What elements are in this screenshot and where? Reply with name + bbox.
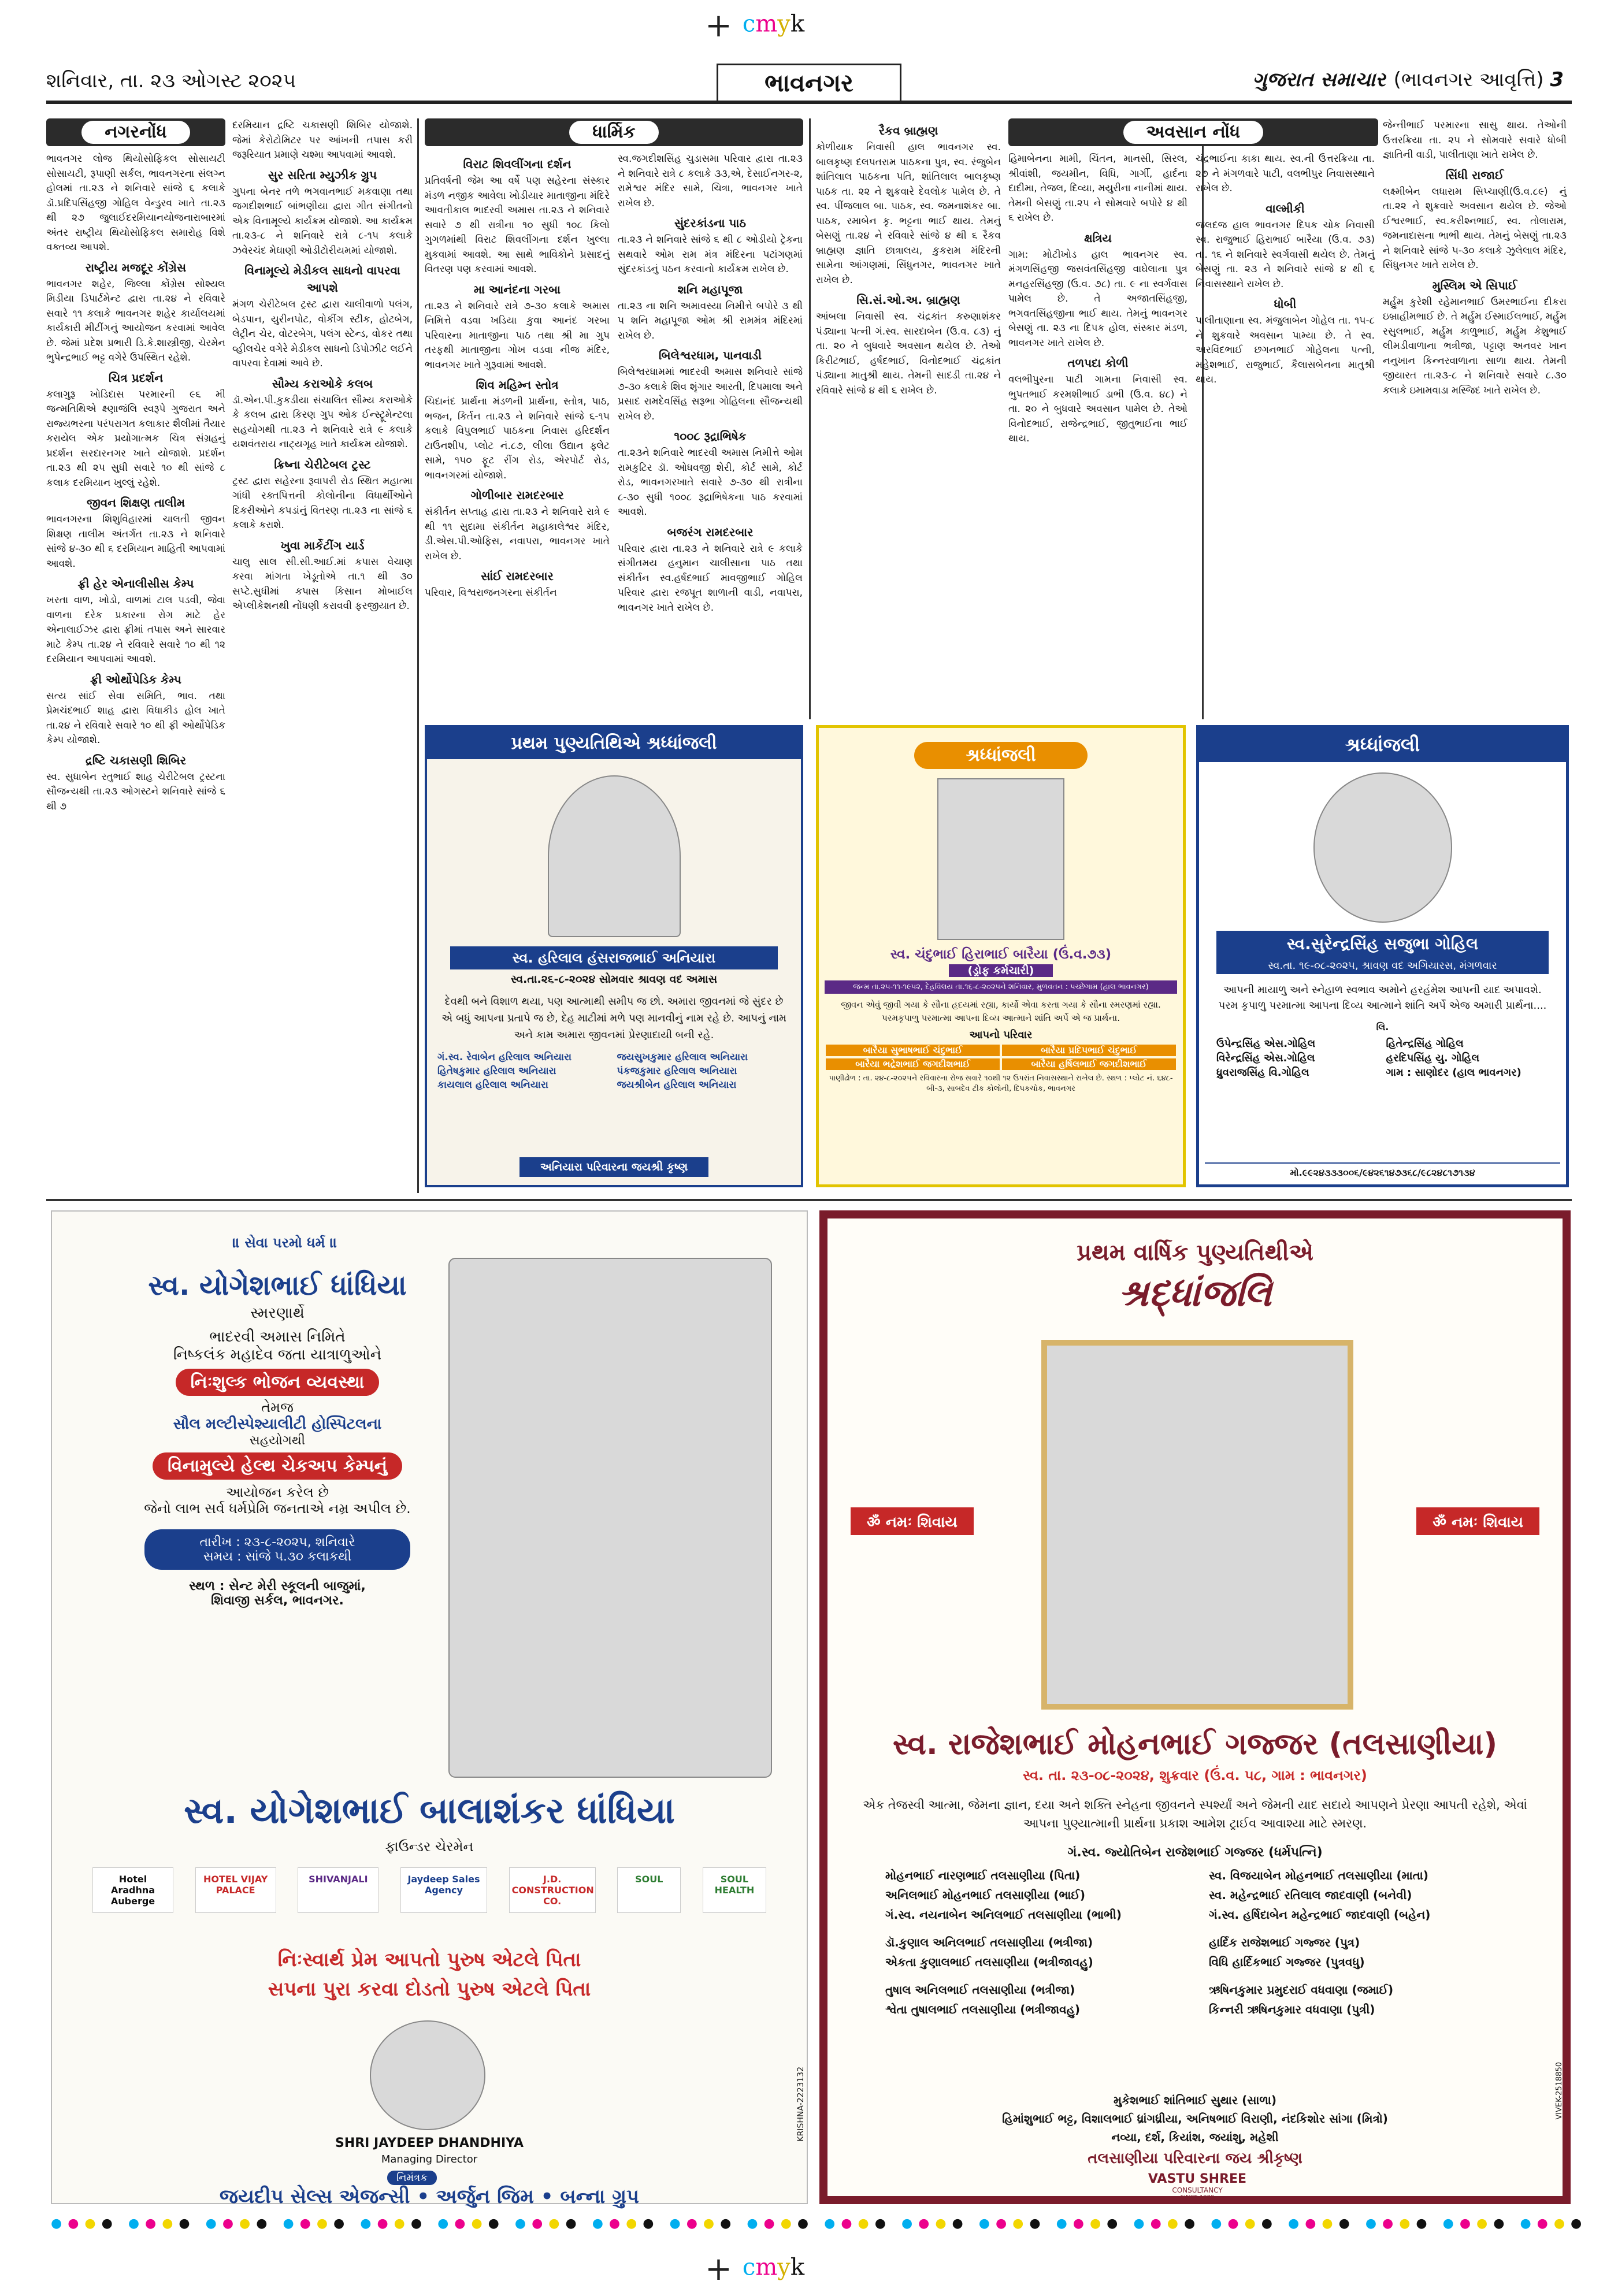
family-member: હિતેન્દ્રસિંહ ગોહિલ — [1386, 1038, 1464, 1050]
family-label: આપનો પરિવાર — [969, 1029, 1033, 1041]
family-right — [1209, 1866, 1532, 2019]
notice-item — [1383, 118, 1567, 163]
free-food-badge: નિઃશુલ્ક ભોજન વ્યવસ્થા — [176, 1369, 380, 1396]
notice-heading: ફ્રી હેર એનાલીસીસ કેમ્પ — [77, 577, 194, 590]
masthead — [1252, 68, 1572, 91]
notice-text: ટ્રસ્ટ દ્વારા સહેરના રૂવાપરી રોડ સ્થિત મહાત્મા ગાંધી રક્તપિત્તની કોલોનીના વિધાર્થીઓને દિકરીઓને કપડાંનું વિતરણ તા.૨૩ ના સાંજે ૬ કલાકે કરાશે. — [232, 475, 413, 531]
event-date: તારીખ : ૨૩-૮-૨૦૨૫, શનિવારે — [199, 1535, 355, 1550]
column-rule — [417, 118, 419, 1193]
notice-heading: સુર સરિતા મ્યુઝીક ગ્રુપ — [268, 168, 377, 182]
notice-heading: સૌમ્ય કરાઓકે કલબ — [272, 376, 373, 391]
notice-item — [1008, 152, 1187, 226]
event-line: ભાદરવી અમાસ નિમિતે — [209, 1328, 346, 1346]
notice-text: મંગળ ચેરીટેબલ ટ્રસ્ટ દ્વારા ચાલીવાળો પલંગ, બેડપાન, યુરીનપોટ, વોકીંગ સ્ટીક, હોટબેગ, લેટ્રીન ચેર, વોટરબેગ, પલંગ સ્ટેન્ડ, વોકર તથા વ્હીલચેર વગેરે મેડીકલ સાધનો ડિપોઝીટ લઈને વાપરવા દેવામાં આવે છે. — [232, 299, 413, 369]
quote-line: સપના પુરા કરવા દોડતો પુરુષ એટલે પિતા — [268, 1978, 591, 2001]
notice-heading: ક્ષત્રિય — [1084, 231, 1112, 245]
health-camp-badge: વિનામુલ્યે હેલ્થ ચેકઅપ કેમ્પનું — [153, 1452, 402, 1480]
family-member: એકતા કુણાલભાઈ તલસાણીયા (ભત્રીજાવહુ) — [885, 1955, 1093, 1969]
family-member: ગં.સ્વ. નયનાબેન અનિલભાઈ તલસાણીયા (ભાભી) — [885, 1908, 1122, 1922]
ad-code: VIVEK-2518850 — [1555, 2062, 1564, 2120]
ad-shraddhanjali-surendrasinh — [1196, 725, 1569, 1187]
notice-item — [816, 291, 1001, 398]
notice-text: મર્હુમ કુરેશી રહેમાનભાઈ ઉમરભાઈના દીકરા ઇબ્રાહીમભાઈ છે. તે મર્હુમ ઈસ્માઈલભાઈ, મર્હુમ રસુલભાઈ, મર્હુમ કાળુભાઈ, મર્હુમ કેશુભાઈ લીમડીવાળાના ભત્રીજા, પટ્ટાણ અનવર ખાન નનુખાન કિન્નરવાળાના સાળા થાય. તેમની જીયારત તા.૨૩-૮ ને શનિવારે સવારે ૮.૩૦ કલાકે ઇમામવાડા મસ્જિદ ખાતે રાખેલ છે. — [1383, 296, 1567, 396]
notice-heading: ગોળીબાર રામદરબાર — [470, 488, 564, 502]
shraddhanjali-title: શ્રદ્ધાંજલિ — [1118, 1272, 1272, 1315]
family-member: કિન્નરી ઋષિનકુમાર વધવાણા (પુત્રી) — [1209, 2003, 1375, 2016]
notice-item — [618, 281, 803, 344]
notice-text: હિમાબેનના મામી, ચિંતન, માનસી, સિરલ, શ્રીવાંશી, જયમીન, વિધિ, ગાર્ગી, હાર્દના દાદીમા, તેજલ, દિવ્યા, મયુરીના નાનીમાં થાય. તેમની બેસણું તા.૨૫ ને સોમવારે બપોરે ૪ થી ૬ રાખેલ છે. — [1008, 153, 1187, 224]
ad-heading: પ્રથમ પુણ્યતિથિએ શ્રધ્ધાંજલી — [427, 727, 801, 759]
full-name: સ્વ. યોગેશભાઈ બાલાશંકર ધાંધિયા — [184, 1789, 675, 1831]
notice-item — [1383, 277, 1567, 399]
family-member: મોહનભાઈ નારણભાઈ તલસાણીયા (પિતા) — [885, 1868, 1081, 1882]
notice-heading: બિલેશ્વરધામ, પાનવાડી — [659, 348, 762, 362]
notice-item — [618, 428, 803, 520]
father-quote — [168, 1945, 691, 2004]
notice-heading: સિંધી રાજાઈ — [1445, 168, 1504, 182]
family-member: ધ્રુવરાજસિંહ વિ.ગોહિલ — [1216, 1067, 1309, 1079]
notice-heading: તળપદા કોળી — [1067, 356, 1129, 370]
death-date: સ્વ.તા. ૧૯-૦૮-૨૦૨૫, શ્રાવણ વદ અગિયારસ, મંગળવાર — [1216, 957, 1549, 974]
director-role: Managing Director — [381, 2153, 478, 2165]
support-line: સહયોગથી — [249, 1433, 306, 1448]
notice-heading: દ્રષ્ટિ ચકાસણી શિબિર — [86, 753, 186, 767]
family-member: હરદિપસિંહ યુ. ગોહિલ — [1386, 1052, 1480, 1064]
issue-date: શનિવાર, તા. ૨૩ ઓગસ્ટ ૨૦૨૫ — [46, 69, 296, 92]
notice-heading: રૈકવ બ્રાહ્મણ — [878, 124, 938, 138]
notice-item — [232, 375, 413, 452]
deceased-name: સ્વ.સુરેન્દ્રસિંહ સજુભા ગોહિલ — [1216, 931, 1549, 957]
appeal-line: જેનો લાભ સર્વ ધર્મપ્રેમિ જનતાએ નમ્ર અપીલ છે. — [144, 1500, 411, 1517]
family-member: સ્વ. વિજયાબેન મોહનભાઈ તલસાણીયા (માતા) — [1209, 1868, 1428, 1882]
family-member: વિરેન્દ્રસિંહ એસ.ગોહિલ — [1216, 1052, 1315, 1064]
samaj-notices — [816, 122, 1001, 398]
notice-heading: સુંદરકાંડના પાઠ — [674, 216, 746, 230]
portrait-photo — [448, 1258, 772, 1778]
ad-yogeshbhai-dhandhiya — [51, 1210, 808, 2208]
dharmik-column — [425, 118, 803, 719]
notice-text: લક્ષ્મીબેન લધારામ સિપ્ચાણી(ઉ.વ.૮૯) નું તા.૨૨ ને શુક્રવારે અવસાન થયેલ છે. જેઓ ઈશ્વરભાઈ, સ્વ.કરીશ્નભાઈ, સ્વ. તોલારામ, જમનાદાસના ભાભી થાય. તેમનું બેસણું તા.૨૩ ને શનિવારે સાંજે ૫-૩૦ કલાકે ઝુલેલાલ મંદિર, સિંધુનગર ખાતે રાખેલ છે. — [1383, 185, 1567, 271]
quote-line: નિઃસ્વાર્થ પ્રેમ આપતો પુરુષ એટલે પિતા — [277, 1948, 581, 1971]
ad-pratham-punyatithi — [425, 725, 803, 1187]
phone-numbers: મો.૯૯૨૪૩૩૩૦૦૬/૯૪૨૬૧૪૭૩૬૮/૯૮૨૪૮૧૭૧૩૪ — [1205, 1162, 1560, 1179]
nagar-heading: નગરનોંધ — [46, 118, 225, 146]
dharmik2-notices — [618, 152, 803, 615]
family-list — [437, 1052, 791, 1091]
notice-item — [1196, 295, 1375, 388]
notice-item — [425, 486, 610, 564]
notice-item — [232, 537, 413, 614]
family-member: ઋષિનકુમાર પ્રમુદરાઈ વધવાણા (જમાઈ) — [1209, 1983, 1394, 1997]
notice-text: ડૉ.એન.પી.કુકડીયા સંચાલિત સૌમ્ય કરાઓકે કે કલબ દ્વારા કિરણ ગુપ ઓક ઈન્સ્ટ્રૂમેન્ટલા સહયોગથી તા.૨૩ ને શનિવારે રાત્રે ૯ કલાકે યશવંતરાય નાટ્યગૃહ ખાતે કાર્યક્રમ યોજાશે. — [232, 394, 413, 450]
venue-line: સ્થળ : સેન્ટ મેરી સ્કૂલની બાજુમાં, — [189, 1579, 366, 1593]
dates: જન્મ તા.૨૫-૧૧-૧૯૫૨, દેહવિલય તા.૧૬-૮-૨૦૨૫ને શનિવાર, મુળવતન : પચ્છેગામ (હાલ ભાવનગર) — [825, 980, 1177, 994]
sponsor-logo: SOUL HEALTH — [703, 1867, 766, 1913]
ad-heading: શ્રધ્ધાંજલી — [914, 742, 1088, 769]
notice-text: ભાવનગરના શિશુવિહારમાં ચાલતી જીવન શિક્ષણ તાલીમ અંતર્ગત તા.૨૩ ને શનિવારે સાંજે ૪-૩૦ થી ૬ દરમિયાન માહિતી આપવામાં આવશે. — [46, 514, 225, 570]
sponsor-logo: SOUL — [617, 1867, 681, 1913]
avsan3-notices — [1383, 118, 1567, 447]
notice-heading: સિ.સં.ઓ.અ. બ્રાહ્મણ — [856, 293, 960, 307]
notice-item — [1196, 200, 1375, 292]
notice-text: તા.૨૩ ને શનિવારે સાંજે ૬ થી ૮ ઓડીયો ટ્રેકના સથવારે ઓમ રામ મંત્ર મંદિરના પટાંગણમાં સુંદરકાંડનું પઠન કરવાનો કાર્યક્રમ રાખેલ છે. — [618, 234, 803, 275]
notice-heading: ફ્રી ઓર્થોપેડિક કેમ્પ — [90, 672, 181, 686]
family-member: હાર્દિક રાજેશભાઈ ગજ્જર (પુત્ર) — [1209, 1935, 1360, 1949]
notice-text: દરમિયાન દ્રષ્ટિ ચકાસણી શિબિર યોજાશે. જેમાં કેરોટોમિટર પર આંખની તપાસ કરી જરૂરિયાત પ્રમાણે ચશ્મા આપવામાં આવશે. — [232, 120, 413, 161]
portrait-photo — [1041, 1340, 1353, 1710]
edition: (ભાવનગર આવૃત્તિ) — [1393, 68, 1544, 91]
column-rule — [809, 118, 811, 719]
notice-item — [232, 456, 413, 533]
notice-item — [1383, 166, 1567, 273]
notice-text: ગુપના બેનર તળે ભગવાનભાઈ મકવાણા તથા જગદીશભાઈ બાંભણીયા દ્વારા ગીત સંગીતનો એક વિનામૂલ્યે કાર્યક્રમ યોજાશે. આ કાર્યક્રમ તા.૨૩-૮ ને શનિવારે રાત્રે ૮-૧૫ કલાકે ઝવેરચંદ મેઘાણી ઓડીટોરીયમમાં યોજાશે. — [232, 185, 413, 257]
memorial-name: સ્વ. યોગેશભાઈ ધાંધિયા — [148, 1269, 407, 1302]
family-member: ગં.સ્વ. રેવાબેન હરિલાલ અનિયારા — [437, 1052, 572, 1064]
family-list — [1216, 1038, 1549, 1079]
notice-text: કોળીયાક નિવાસી હાલ ભાવનગર સ્વ. બાલકૃષ્ણ દલપતરામ પાઠકના પુત્ર, સ્વ. રંજુબેન શાંતિલાલ પાઠકના પતિ, શાંતિલાલ બાલકૃષ્ણ પાઠક તા. ૨૨ ને શુક્રવારે દેવલોક પામેલ છે. તે સ્વ. પીંજલાલ બા. પાઠક, સ્વ. જમનાશંકર બા. પાઠક, રમાબેન કૃ. ભટ્ટના ભાઈ થાય. તેમનું બેસણું તા.૨૪ ને રવિવારે સાંજે ૪ થી ૬ રૈકવ બ્રાહ્મણ જ્ઞાતિ છાત્રાલય, કુકરામ મંદિરની સામેના આંગણમાં, સિંધુનગર, ભાવનગર ખાતે રાખેલ છે. — [816, 142, 1001, 286]
notice-text: કલાગુરૂ ખોડિદાસ પરમારની ૯૬ મી જન્મતિથિએ ક્ષ્ણાજંલિ સ્વરૂપે ગુજરાત અને રાજ્યભરના પરંપરાગત કલાકાર શૈલીમાં તૈયાર કરાયેલ એક પ્રયોગાત્મક ચિત્ર સંગ્રહનું પ્રદર્શન સરદારનગર ખાતે યોજાશે. પ્રદર્શન તા.૨૩ થી ૨૫ સુધી સવારે ૧૦ થી સાંજે ૮ કલાક દરમિયાન ખુલ્લું રહેશે. — [46, 388, 225, 489]
registration-mark-bottom: + cmyk — [705, 2250, 805, 2288]
notice-item — [618, 523, 803, 616]
notice-item — [46, 752, 225, 815]
family-list — [826, 1045, 1176, 1070]
avsan2-notices — [1196, 152, 1375, 447]
notice-item — [46, 259, 225, 366]
notice-heading: શિવ મહિમ્ન સ્તોત્ર — [476, 378, 559, 392]
family-member: તુષાલ અનિલભાઈ તલસાણીયા (ભત્રીજા) — [885, 1983, 1075, 1997]
notice-text: જલદજ હાલ ભાવનગર દિપક ચોક નિવાસી સ્વ. રાજુભાઈ હિરાભાઈ બારૈયા (ઉ.વ. ૭૩) તા. ૧૬ ને શનિવારે સ્વર્ગવાસી થયેલ છે. તેમનું બેસણું તા. ૨૩ ને શનિવારે સાંજે ૪ થી ૬ નિવાસસ્થાને રાખેલ છે. — [1196, 219, 1375, 290]
relative-line: મુકેશભાઈ શાંતિભાઈ સુથાર (સાળા) — [1114, 2093, 1276, 2107]
notice-text: ગામ: મોટીખોડ હાલ ભાવનગર સ્વ. મંગળસિંહજી જસવંતસિંહજી વાઘેલાના પુત્ર મનહરસિંહજી (ઉ.વ. ૭૮) તા. ૯ ના સ્વર્ગવાસ પામેલ છે. તે અજાતસિંહજી, ભગવતસિંહજીના ભાઈ થાય. તેમનું ભાવનગર બેસણું તા. ૨૩ ના દિપક હોલ, સંસ્કાર મંડળ, ભાવનગર ખાતે રાખેલ છે. — [1008, 248, 1187, 349]
family-member: બારૈયા હર્ષિલભાઈ જગદીશભાઈ — [1002, 1058, 1176, 1070]
family-member: શ્વેતા તુષાલભાઈ તલસાણીયા (ભત્રીજાવહુ) — [885, 2003, 1080, 2016]
ad-footer: અનિયારા પરિવારના જયશ્રી કૃષ્ણ — [519, 1157, 708, 1177]
event-line: આયોજન કરેલ છે — [225, 1484, 329, 1500]
notice-text: પરિવાર, વિશ્વરાજનગરના સંકીર્તન — [425, 587, 557, 599]
death-date: સ્વ.તા.૨૬-૮-૨૦૨૪ સોમવાર શ્રાવણ વદ અમાસ — [510, 973, 718, 986]
deceased-name: સ્વ. રાજેશભાઈ મોહનભાઈ ગજ્જર (તલસાણીયા) — [892, 1727, 1498, 1762]
ad-footer: તલસાણીયા પરિવારના જય શ્રીકૃષ્ણ — [1088, 2150, 1302, 2167]
notice-item — [425, 281, 610, 373]
notice-text: વલભીપુરના પાટી ગામના નિવાસી સ્વ. ભુપતભાઈ કરમશીભાઈ ડાભી (ઉ.વ. ૪૮) ને તા. ૨૦ ને બુધવારે અવસાન પામેલ છે. તેઓ વિનોદભાઈ, રાજેન્દ્રભાઈ, જીતુભાઈના ભાઈ થાય. — [1008, 374, 1187, 444]
family-member: અનિલભાઈ મોહનભાઈ તલસાણીયા (ભાઈ) — [885, 1888, 1085, 1902]
notice-text: તા.૨૩ ને શનિવારે રાત્રે ૭-૩૦ કલાકે અમાસ નિમિત્તે વડવા ખડિયા કુવા આનંદ ગરબા પરિવારના માતાજીના પાઠ તથા શ્રી મા ગુપ તરફથી માતાજીના ગોખ વડવા નીજ મંદિર, ભાવનગર ખાતે ગુરૂવામાં આવશે. — [425, 300, 610, 371]
tribute-message: જીવન એવું જીવી ગયા કે સૌના હૃદયમાં રહ્યા, કાર્યો એવા કરતા ગયા કે સૌના સ્મરણમાં રહ્યા. પરમકૃપાળુ પરમાત્મા આપના દિવ્ય આત્માને શાંતિ અર્પે એ જ પ્રાર્થના. — [841, 1000, 1161, 1023]
notice-heading: ૧૦૦૮ રૂદ્રાભિષેક — [674, 429, 747, 443]
host-label: નિમંત્રક — [387, 2171, 437, 2185]
family-member: વિધિ હાર્દિકભાઈ ગજ્જર (પુત્રવધુ) — [1209, 1955, 1365, 1969]
tribute-message: દેવથી બને વિશાળ થયા, પણ આત્માથી સમીપ જ છો. અમારા જીવનમાં જે સુંદર છે એ બધું આપના પ્રતાપે જ છે, દેહ માટીમાં મળે પણ માનવીનું નામ રહે છે. આપનું નામ અને કામ અમારા જીવનમાં પ્રેરણાદાયી બની રહે. — [441, 995, 786, 1041]
notice-text: જેન્તીભાઈ પરમારના સાસુ થાય. તેઓની ઉત્તરક્રિયા તા. ૨૫ ને સોમવારે સવારે ધોબી જ્ઞાતિની વાડી, પાલીતાણા ખાતે રાખેલ છે. — [1383, 120, 1567, 161]
sponsor-logo: Jaydeep Sales Agency — [400, 1867, 487, 1913]
nagar-column-2 — [232, 118, 413, 1193]
notice-item — [46, 575, 225, 667]
founder-title: ફાઉન્ડર ચેરમેન — [385, 1838, 474, 1855]
notice-heading: વિનામૂલ્યે મેડીકલ સાધનો વાપરવા આપશે — [244, 263, 400, 295]
event-time: સમય : સાંજે ૫.૩૦ કલાકથી — [203, 1550, 352, 1564]
notice-heading: ચિત્ર પ્રદર્શન — [108, 370, 164, 385]
notice-item — [425, 376, 610, 483]
family-member: પંકજકુમાર હરિલાલ અનિયારા — [617, 1065, 737, 1078]
sponsor-logo: SHIVANJALI — [298, 1867, 378, 1913]
notice-text: સ્વ.જગદીશસિંહ ચુડાસમા પરિવાર દ્વારા તા.૨૩ ને શનિવારે રાત્રે ૮ કલાકે ૩૩,એ, દેસાઈનગર-૨, રામેશ્વર મંદિર સામે, ચિત્રા, ભાવનગર ખાતે રાખેલ છે. — [618, 153, 803, 209]
portrait-photo — [937, 778, 1064, 940]
death-date: સ્વ. તા. ૨૩-૦૮-૨૦૨૪, શુક્રવાર (ઉં.વ. ૫૮, ગામ : ભાવનગર) — [1023, 1767, 1367, 1784]
family-member: કાયલાલ હરિલાલ અનિયારા — [437, 1079, 548, 1091]
occupation: (ડ્રોફ કર્મચારી) — [949, 964, 1053, 977]
family-left — [885, 1866, 1197, 2019]
notice-heading: જીવન શિક્ષણ તાલીમ — [86, 496, 185, 510]
notice-heading: ખુવા માર્કેટીંગ યાર્ડ — [280, 538, 365, 552]
signoff: લિ. — [1376, 1021, 1389, 1032]
family-member: ઉપેન્દ્રસિંહ એસ.ગોહિલ — [1216, 1038, 1316, 1050]
notice-item — [618, 214, 803, 277]
notice-text: તા.૨૩ને શનિવારે ભાદરવી અમાસ નિમીત્તે ઓમ રામકુટિર ડૉ. ઓધવજી શેરી, કોર્ટ સામે, કોર્ટ રોડ, ભાવનગરખાતે સવારે ૭-૩૦ થી રાત્રીના ૮-૩૦ સુધી ૧૦૦૮ રૂદ્રાભિષેકના પાઠ કરવામાં આવશે. — [618, 447, 803, 518]
family-member: જયશ્રીબેન હરિલાલ અનિયારા — [617, 1079, 737, 1091]
nagar-column — [46, 118, 225, 1193]
registration-mark-top: + cmyk — [705, 7, 805, 44]
notice-item — [232, 118, 413, 163]
page-number: 3 — [1550, 68, 1564, 91]
notice-item — [1196, 152, 1375, 196]
notice-heading: વિરાટ શિવલીંગના દર્શન — [463, 157, 572, 171]
event-line: નિષ્કલંક મહાદેવ જતા યાત્રાળુઓને — [173, 1346, 382, 1364]
village: ગામ : સાણોદર (હાલ ભાવનગર) — [1386, 1067, 1521, 1079]
deceased-name: સ્વ. ચંદુભાઈ હિરાભાઈ બારૈયા (ઉં.વ.૭૩) — [890, 947, 1112, 962]
notice-item — [46, 369, 225, 491]
nagar2-notices — [232, 118, 413, 614]
motto: ॥ સેવા પરમો ધર્મ ॥ — [232, 1235, 337, 1251]
family-member: ગં.સ્વ. હર્ષિદાબેન મહેન્દ્રભાઈ જાદવાણી (બહેન) — [1209, 1908, 1431, 1922]
section-title: ભાવનગર — [717, 64, 901, 102]
wife-name: ગં.સ્વ. જ્યોતિબેન રાજેશભાઈ ગજ્જર (ધર્મપત્નિ) — [1067, 1845, 1323, 1860]
notice-heading: બજરંગ રામદરબાર — [667, 525, 754, 539]
tribute-message: આપની માયાળુ અને સ્નેહાળ સ્વભાવ અમોને હરહંમેશ આપની યાદ અપાવશે. પરમ કૃપાળુ પરમાત્મા આપના દિવ્ય આત્માને શાંતિ અર્પે એજ અમારી પ્રાર્થના.... — [1218, 984, 1547, 1012]
notice-text: ભાવનગર શહેર, જિલ્લા કોંગ્રેસ સોશ્યલ મિડીયા ડિપાર્ટમેન્ટ દ્વારા તા.૨૪ ને રવિવારે સવારે ૧૧ કલાકે ભાવનગર શહેર કાર્યાલયમાં કાર્યકારી મીટીંગનું આયોજન કરવામાં આવેલ છે. જેમાં પ્રદેશ પ્રભારી ડિ.કે.શાસ્ત્રીજી, ચેરમેન ભુપેન્દ્રભાઈ ભટ્ટ વગેરે ઉપસ્થિત રહેશે. — [46, 278, 225, 363]
nagar-notices — [46, 152, 225, 814]
ad-heading: શ્રધ્ધાંજલી — [1199, 728, 1566, 762]
grandchildren-line: નવ્યા, દર્શ, કિયાંશ, જયાંશુ, મહેશી — [1111, 2130, 1279, 2144]
notice-item — [816, 122, 1001, 288]
notice-text: ચાલુ સાલ સી.સી.આઈ.માં કપાસ વેચાણ કરવા માંગતા ખેડૂતોએ તા.૧ થી ૩૦ સપ્ટે.સુધીમાં કપાસ કિસાન મોબાઈલ એપ્લીકેશનથી નોંધણી કરાવવી ફરજીયાત છે. — [232, 556, 413, 612]
notice-item — [618, 347, 803, 424]
family-member: ડૉ.કુણાલ અનિલભાઈ તલસાણીયા (ભત્રીજા) — [885, 1935, 1093, 1949]
notice-heading: ધોબી — [1274, 297, 1297, 311]
om-namah-shivay-left: ॐ નમઃ શિવાય — [851, 1507, 974, 1535]
notice-heading: સાંઈ રામદરબાર — [481, 569, 554, 583]
managing-director-photo — [370, 2020, 485, 2130]
notice-text: સ્વ. સુધાબેન રતુભાઈ શાહ ચેરીટેબલ ટ્રસ્ટના સૌજન્યથી તા.૨૩ ઓગસ્ટને શનિવારે સાંજે ૬ થી ૭ — [46, 771, 225, 812]
notice-item — [1008, 229, 1187, 351]
notice-item — [1008, 354, 1187, 447]
notice-text: આંબલા નિવાસી સ્વ. ચંદ્રકાંત કરુણાશંકર પંડ્યાના પત્ની ગં.સ્વ. સારદાબેન (ઉ.વ. ૮૩) નું તા. ૨૦ ને બુધવારે અવસાન થયેલ છે. તેઓ કિરીટભાઈ, હર્ષદભાઈ, વિનોદભાઈ ચંદ્રકાંત પંડ્યાના માતુશ્રી થાય. તેમની સાદડી તા.૨૪ ને રવિવારે સાંજે ૪ થી ૬ રાખેલ છે. — [816, 311, 1001, 396]
sponsor-logo: Hotel Aradhna Auberge — [92, 1867, 173, 1913]
page-header — [46, 64, 1572, 104]
family-member: બારૈયા પ્રદિપભાઈ ચંદુભાઈ — [1002, 1045, 1176, 1056]
family-member: બારૈયા સુભાષભાઈ ચંદુભાઈ — [826, 1045, 1000, 1056]
notice-heading: ક્રિષ્ના ચેરીટેબલ ટ્રસ્ટ — [274, 457, 371, 471]
notice-item — [46, 494, 225, 571]
notice-text: પાલીતાણાના સ્વ. મંજુલાબેન ગોહેલ તા. ૧૫-૮ ને શુક્રવારે અવસાન પામ્યા છે. તે સ્વ. અરવિંદભાઈ છગનભાઈ ગોહેલના પત્ની, મહેશભાઈ, રાજુભાઈ, કૈલાસબેનના માતુશ્રી થાય. — [1196, 315, 1375, 385]
venue-line: શિવાજી સર્કલ, ભાવનગર. — [211, 1593, 344, 1608]
vastu-shree-logo: VASTU SHREE CONSULTANCY SINCE 1989 — [1148, 2172, 1247, 2201]
color-bar: ●●●● ●●●● ●●●● ●●●● ●●●● ●●●● ●●●● ●●●● ●●●● ●●●● ●●●● ●●●● ●●●● ●●●● ●●●● ●●●● ●●●● ●●●● ●●●● ●●●● — [51, 2216, 1588, 2231]
notice-text: ભાવનગર લોજ થિયોસોફિકલ સોસાયટી સોસાયટી, રૂપાણી સર્કલ, ભાવનગરના સંલગ્ન હોલમાં તા.૨૩ ને શનિવારે સાંજે ૬ કલાકે ડૉ.પ્રદિપસિંહજી ગોહિલ વેન્ડુરવ ખાતે તા.૨૩ થી ૨૭ જુલાઈદરમિયાનયોજનારાબારમાં અંતર રાષ્ટ્રીય થિયોસોફિકલ સમારોહ વિશે વક્તવ્ય આપશે. — [46, 153, 225, 253]
ad-code: KRISHNA-2223132 — [796, 2067, 806, 2142]
notice-item — [425, 155, 610, 277]
ad-rajeshbhai-gajjar — [819, 1210, 1571, 2204]
samaj-column — [816, 118, 1001, 719]
avsan-notices — [1008, 152, 1187, 447]
notice-text: બિલેશ્વરધામમાં ભાદરવી અમાસ શનિવારે સાંજે ૭-૩૦ કલાકે શિવ શૃંગાર આરતી, દિપમાલા અને પ્રસાદ રામદેવસિંહ સરૂભા ગોહિલના સૌજન્યથી રાખેલ છે. — [618, 366, 803, 422]
notice-heading: શનિ મહાપૂજા — [677, 282, 743, 296]
connector: તેમજ — [261, 1399, 294, 1416]
deceased-name: સ્વ. હરિલાલ હંસરાજભાઈ અનિયારા — [450, 946, 778, 969]
notice-heading: રાષ્ટ્રીય મજદૂર કોંગ્રેસ — [85, 260, 187, 274]
notice-text: ચંદ્રભાઈના કાકા થાય. સ્વ.ની ઉત્તરક્રિયા તા. ૨૭ ને મંગળવારે પાટી, વલભીપુર નિવાસસ્થાને રાખેલ છે. — [1196, 153, 1375, 194]
portrait-photo — [548, 775, 681, 937]
family-member: બારૈયા ભદ્રેશભાઈ જગદીશભાઈ — [826, 1058, 1000, 1070]
director-name: SHRI JAYDEEP DHANDHIYA — [335, 2136, 524, 2150]
hospital-line: સૌલ મલ્ટીસ્પેશ્યાલીટી હોસ્પિટલના — [173, 1416, 382, 1433]
tribute-message: એક તેજસ્વી આત્મા, જેમના જ્ઞાન, દયા અને શક્તિ સ્નેહના જીવનને સ્પર્શ્યાં અને જેમની યાદ સદાયે આપણને પ્રેરણા આપતી રહેશે, એવાં આપના પુણ્યાત્માની પ્રાર્થના પ્રકાશ આમેશ ટ્રાઈવ આવાશ્યા માટે સ્મરણ. — [863, 1798, 1527, 1830]
horizontal-rule — [46, 1199, 1572, 1201]
avsan-column — [1008, 118, 1569, 719]
sponsor-logo: HOTEL VIJAY PALACE — [195, 1867, 276, 1913]
family-member: સ્વ. મહેન્દ્રભાઈ રતિલાલ જાદવાણી (બનેવી) — [1209, 1888, 1412, 1902]
notice-item — [232, 166, 413, 259]
hosts-footer: જયદીપ સેલ્સ એજન્સી • અર્જુન જિમ • બન્ના ગ્રુપ — [219, 2185, 640, 2208]
notice-heading: મુસ્લિમ એ સિપાઈ — [1432, 278, 1517, 292]
notice-text: તા.૨૩ ના શનિ અમાવસ્યા નિમીત્તે બપોરે ૩ થી ૫ શનિ મહાપૂજા ઓમ શ્રી રામમંત્ર મંદિરમાં રાખેલ છે. — [618, 300, 803, 341]
dharmik-heading: ધાર્મિક — [425, 118, 803, 146]
friends-line: હિમાંશુભાઈ ભટ્ટ, વિશાલભાઈ ધ્રાંગધ્રીયા, અનિષભાઈ વિરાણી, નંદકિશોર સાંગા (મિત્રો) — [1002, 2112, 1388, 2126]
address: પાણીઢોળ : તા. ૨૪-૮-૨૦૨૫ને રવિવારના રોજ સવારે ૧૦થી ૧૨ ઉપરાંત નિવાસસ્થાને રાખેલ છે. સ્થળ : પ્લોટ નં. ૬૪૮-બી-૩, સાબદેવ ટીક કોલોની, દિપકચોક, ભાવનગર — [829, 1074, 1173, 1094]
notice-text: પરિવાર દ્વારા તા.૨૩ ને શનિવારે રાત્રે ૯ કલાકે સંગીતમય હનુમાન ચાલીસાના પાઠ તથા સંકીર્તન સ્વ.હર્ષદભાઈ માવજીભાઈ ગોહિલ પરિવાર દ્વારા રજપૂત શાળાની વાડી, નવાપરા, ભાવનગર ખાતે રાખેલ છે. — [618, 543, 803, 614]
notice-item — [618, 152, 803, 211]
ad-heading: પ્રથમ વાર્ષિક પુણ્યતિથીએ — [1077, 1239, 1313, 1266]
notice-item — [46, 152, 225, 255]
om-namah-shivay-right: ॐ નમઃ શિવાય — [1416, 1507, 1539, 1535]
portrait-photo — [1313, 772, 1452, 923]
paper-name: ગુજરાત સમાચાર — [1252, 68, 1386, 91]
sponsor-logos — [92, 1867, 766, 1913]
notice-item — [232, 262, 413, 371]
family-member: હિતેષકુમાર હરિલાલ અનિયારા — [437, 1065, 556, 1078]
memorial-label: સ્મરણાર્થે — [250, 1305, 305, 1322]
notice-heading: મા આનંદના ગરબા — [473, 282, 561, 296]
notice-item — [46, 671, 225, 748]
notice-text: સત્ય સાંઈ સેવા સમિતિ, ભાવ. તથા પ્રેમચંદભાઈ શાહ દ્વારા વિધાકીડ હોલ ખાતે તા.૨૪ ને રવિવારે સવારે ૧૦ થી ફ્રી ઓર્થોપેડિક કેમ્પ યોજાશે. — [46, 690, 225, 746]
sponsor-logo: J.D. CONSTRUCTION CO. — [509, 1867, 596, 1913]
notice-text: ખરતા વાળ, ખોડો, વાળમાં ટાલ પડવી, જેવા વાળના દરેક પ્રકારના રોગ માટે હેર એનાલાઈઝર દ્વારા ફ્રીમાં તપાસ અને સારવાર માટે કેમ્પ તા.૨૪ ને રવિવારે સવારે ૧૦ થી ૧૨ દરમિયાન આપવામાં આવશે. — [46, 595, 225, 665]
notice-text: સંકીર્તન સપ્તાહ દ્વારા તા.૨૩ ને શનિવારે રાત્રે ૯ થી ૧૧ સુદામા સંકીર્તન મહાકાલેશ્વર મંદિર, ડી.એસ.પી.ઓફિસ, નવાપરા, ભાવનગર ખાતે રાખેલ છે. — [425, 506, 610, 562]
notice-heading: વાલ્મીકી — [1266, 201, 1305, 216]
ad-shraddhanjali-chandubhai — [816, 725, 1186, 1187]
notice-text: ચિદાનંદ પ્રાર્થના મંડળની પ્રાર્થના, સ્તોત્ર, પાઠ, ભજન, કિર્તન તા.૨૩ ને શનિવારે સાંજે ૬-૧૫ કલાકે વિપુલભાઈ પાઠકના નિવાસ હરિદર્શન ટાઉનશીપ, પ્લોટ નં.૮૭, લીલા ઉદ્યાન ફ્લેટ સામે, ૧૫૦ ફૂટ રીંગ રોડ, એરપોર્ટ રોડ, ભાવનગરમાં યોજાશે. — [425, 396, 610, 481]
family-member: જયસુખકુમાર હરિલાલ અનિયારા — [617, 1052, 748, 1064]
dharmik-notices — [425, 152, 610, 615]
notice-text: પ્રતિવર્ષની જેમ આ વર્ષે પણ સહેરના સંસ્કાર મંડળ નજીક આવેલા ખોડીયાર માતાજીના મંદિરે આવતીકાલ ભાદરવી અમાસ તા.૨૩ ને શનિવારે સવારે ૭ થી રાત્રીના ૧૦ સુધી ૧૦૮ કિલો ગુગળમાંથી વિરાટ શિવલીંગના દર્શન ખુલ્લા મુકવામાં આવશે. આ સાથે ભાવિકોને પ્રસાદનું વિતરણ પણ કરવામાં આવશે. — [425, 175, 610, 275]
avsan-heading: અવસાન નોંધ — [1008, 118, 1378, 146]
notice-item — [425, 567, 610, 601]
